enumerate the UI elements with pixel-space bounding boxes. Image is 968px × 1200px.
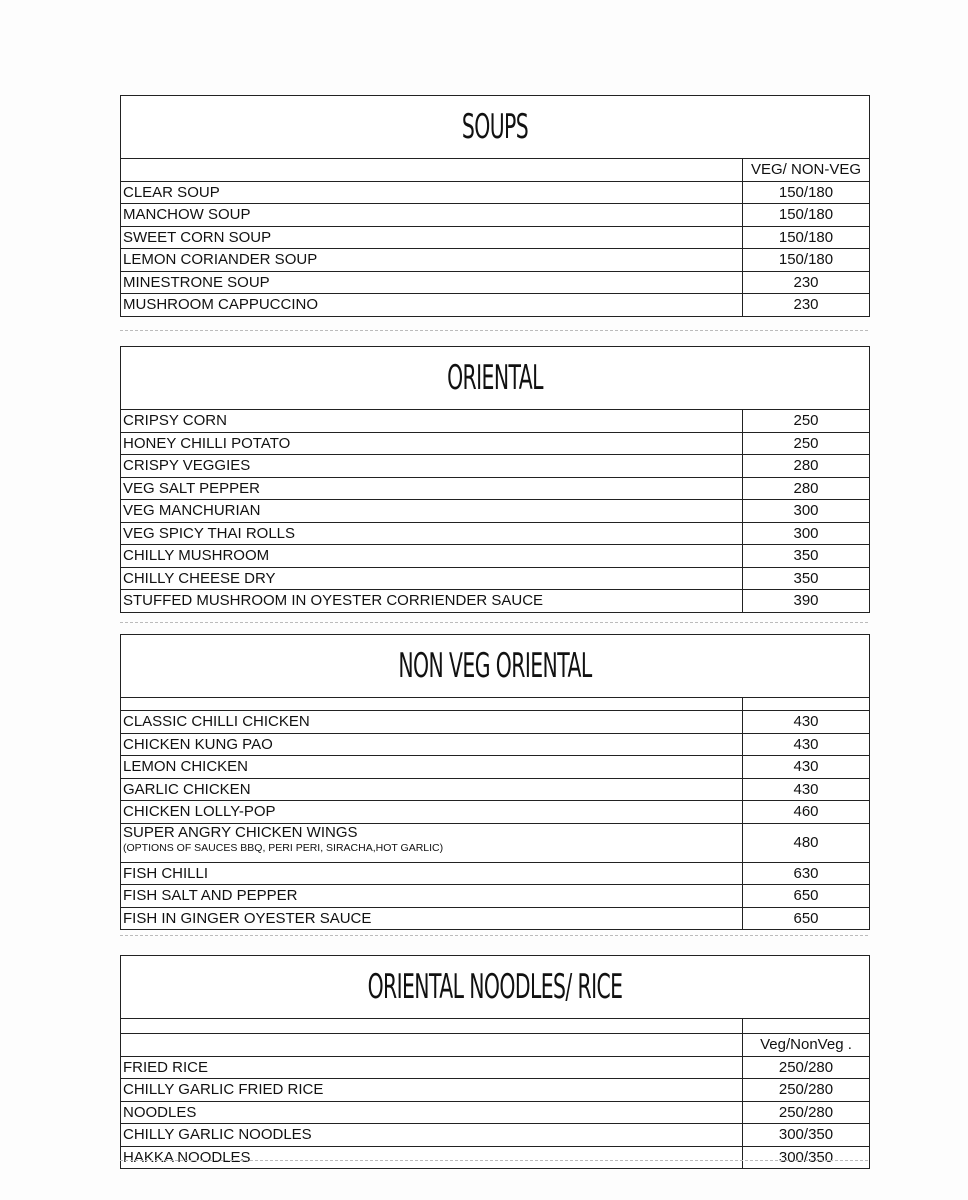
item-note: (OPTIONS OF SAUCES BBQ, PERI PERI, SIRACHA,HOT GARLIC) [123,841,444,854]
oriental-section [120,346,870,613]
non-veg-oriental-section [120,634,870,930]
menu-item [121,500,869,523]
item-price: 350 [742,568,869,590]
section-title: ORIENTAL [447,358,543,398]
menu-item [121,227,869,250]
item-price: 460 [742,801,869,823]
item-price: 300/350 [742,1124,869,1146]
item-price: 250 [742,433,869,455]
item-name: CHILLY MUSHROOM [123,547,270,564]
menu-item [121,1124,869,1147]
item-name: CHILLY GARLIC FRIED RICE [123,1081,324,1098]
item-price: 230 [742,272,869,294]
menu-item [121,478,869,501]
item-price: 280 [742,478,869,500]
item-price: 300 [742,523,869,545]
item-price: 430 [742,779,869,801]
item-name: CHILLY CHEESE DRY [123,569,276,587]
menu-item [121,410,869,433]
menu-item [121,523,869,546]
item-name: NOODLES [123,1103,197,1121]
item-name: SWEET CORN SOUP [123,228,272,246]
item-name: CRISPY VEGGIES [123,457,251,474]
menu-item [121,294,869,316]
divider [120,622,868,623]
menu-item [121,863,869,886]
menu-item [121,455,869,478]
item-price: 250/280 [742,1057,869,1079]
item-price: 300 [742,500,869,522]
menu-item [121,824,869,863]
menu-item [121,545,869,568]
item-name: STUFFED MUSHROOM IN OYESTER CORRIENDER SAUCE [123,592,544,609]
item-name: HONEY CHILLI POTATO [123,434,291,452]
item-price: 630 [742,863,869,885]
item-price: 230 [742,294,869,316]
menu-item [121,249,869,272]
menu-item [121,734,869,757]
item-name: MANCHOW SOUP [123,206,251,223]
soups-section [120,95,870,317]
item-price: 430 [742,711,869,733]
item-name: FISH IN GINGER OYESTER SAUCE [123,909,372,927]
item-name: FISH SALT AND PEPPER [123,887,298,904]
item-price: 250/280 [742,1102,869,1124]
item-price: 280 [742,455,869,477]
item-price: 430 [742,734,869,756]
menu-item [121,908,869,930]
item-name: VEG MANCHURIAN [123,502,261,519]
menu-item [121,182,869,205]
item-price: 350 [742,545,869,567]
item-name: CHILLY GARLIC NOODLES [123,1126,312,1143]
menu-item [121,590,869,612]
menu-item [121,433,869,456]
item-price: 250/280 [742,1079,869,1101]
menu-item [121,711,869,734]
menu-item [121,1147,869,1169]
item-price: 650 [742,885,869,907]
item-price: 650 [742,908,869,930]
item-name: VEG SPICY THAI ROLLS [123,524,296,542]
section-title: NON VEG ORIENTAL [398,646,592,686]
oriental-noodles-rice-section [120,955,870,1169]
item-name: CHICKEN KUNG PAO [123,735,273,753]
menu-item [121,204,869,227]
menu-item [121,801,869,824]
section-title: ORIENTAL NOODLES/ RICE [367,967,623,1007]
item-price: 480 [742,824,869,862]
item-name: CHICKEN LOLLY-POP [123,803,276,820]
item-name: LEMON CORIANDER SOUP [123,251,318,268]
item-price: 150/180 [742,227,869,249]
item-price: 250 [742,410,869,432]
column-header: Veg/NonVeg . [742,1034,869,1056]
item-price: 390 [742,590,869,612]
item-name: FISH CHILLI [123,864,209,882]
item-price: 430 [742,756,869,778]
item-name: FRIED RICE [123,1058,209,1076]
divider [120,935,868,936]
item-name: CLEAR SOUP [123,183,220,201]
item-name: MINESTRONE SOUP [123,273,270,291]
menu-item [121,568,869,591]
item-price: 300/350 [742,1147,869,1169]
item-name: CRIPSY CORN [123,412,227,429]
menu-item [121,1102,869,1125]
item-name: CLASSIC CHILLI CHICKEN [123,713,310,730]
section-title: SOUPS [461,107,529,147]
menu-item [121,1057,869,1080]
menu-item [121,1079,869,1102]
column-header: VEG/ NON-VEG [742,159,869,181]
item-price: 150/180 [742,182,869,204]
item-name: VEG SALT PEPPER [123,479,260,497]
menu-item [121,779,869,802]
item-name: HAKKA NOODLES [123,1148,251,1166]
item-price: 150/180 [742,249,869,271]
divider [120,1160,868,1161]
divider [120,330,868,331]
item-name: MUSHROOM CAPPUCCINO [123,296,319,313]
item-name: SUPER ANGRY CHICKEN WINGS [123,823,358,841]
menu-item [121,885,869,908]
menu-item [121,756,869,779]
menu-item [121,272,869,295]
item-price: 150/180 [742,204,869,226]
item-name: LEMON CHICKEN [123,758,249,775]
item-name: GARLIC CHICKEN [123,780,251,798]
